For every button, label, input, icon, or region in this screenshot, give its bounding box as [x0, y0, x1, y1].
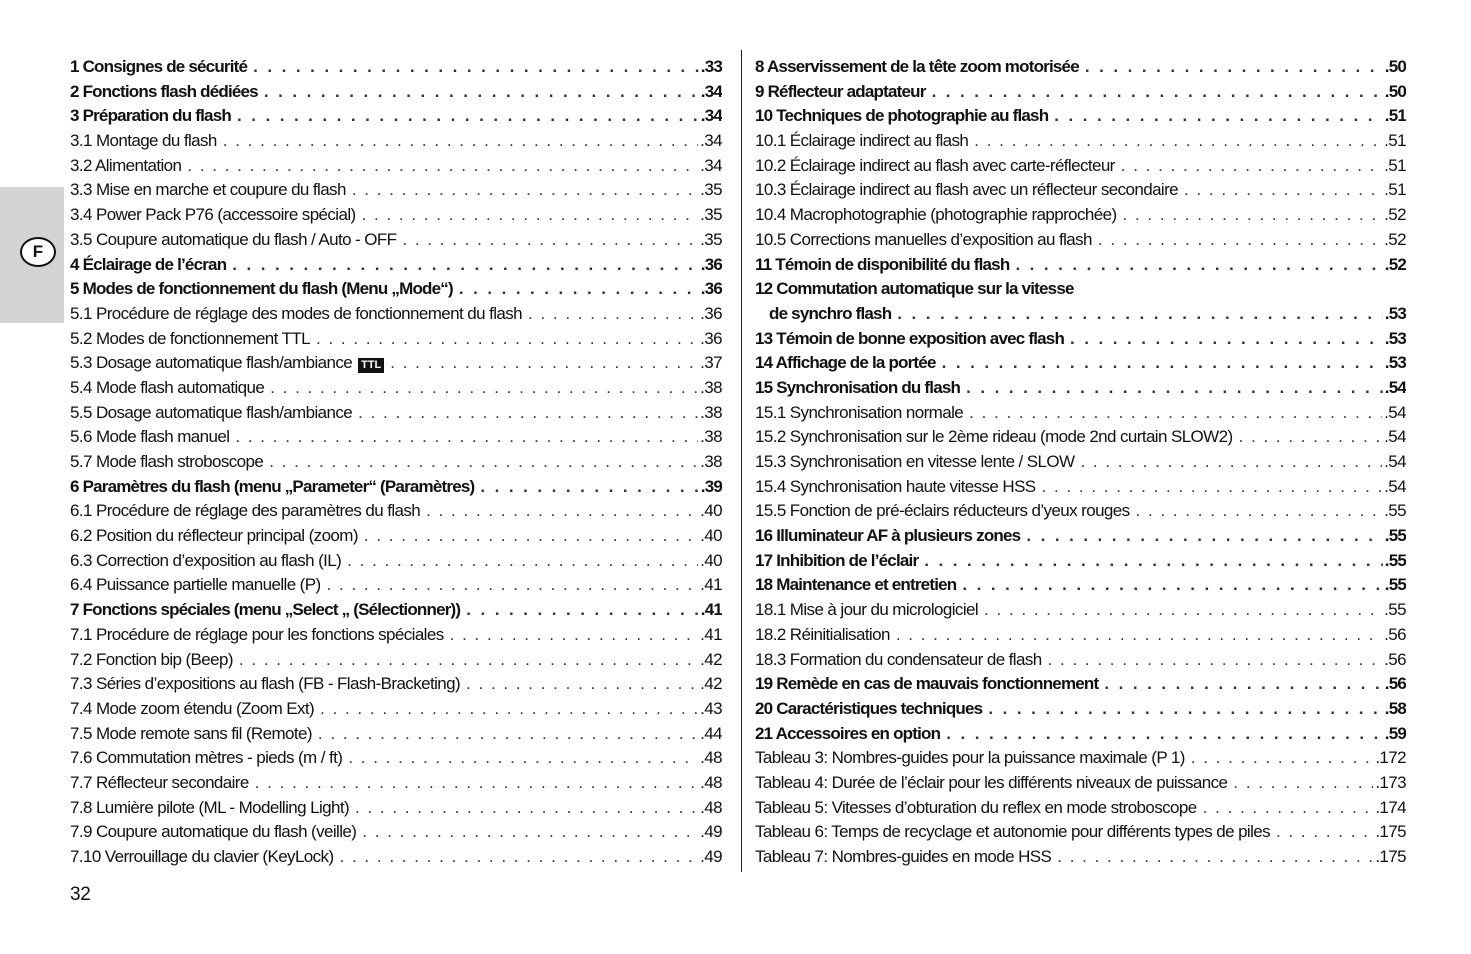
- dot-leader: [450, 623, 699, 648]
- toc-entry-title: 18 Maintenance et entretien: [755, 575, 957, 595]
- dot-leader: [1015, 253, 1382, 278]
- dot-leader: [1085, 55, 1383, 80]
- toc-entry-title: 18.1 Mise à jour du micrologiciel: [755, 600, 979, 620]
- dot-leader: [1104, 672, 1382, 697]
- toc-entry: [70, 277, 722, 302]
- dot-leader: [897, 302, 1382, 327]
- toc-entry-page: .58: [1384, 698, 1406, 718]
- dot-leader: [1057, 845, 1373, 870]
- dot-leader: [974, 129, 1382, 154]
- toc-entry: [70, 623, 722, 648]
- dot-leader: [255, 771, 698, 796]
- dot-leader: [942, 351, 1383, 376]
- toc-entry-page: .37: [700, 353, 722, 373]
- toc-entry-title: 8 Asservissement de la tête zoom motorisée: [755, 57, 1079, 76]
- toc-entry-page: .48: [700, 797, 722, 817]
- toc-entry-page: .52: [1384, 254, 1406, 274]
- toc-entry-page: .36: [700, 254, 722, 274]
- toc-entry-title: 20 Caractéristiques techniques: [755, 698, 983, 718]
- dot-leader: [984, 598, 1382, 623]
- toc-entry-title: 3.5 Coupure automatique du flash / Auto - OFF: [70, 229, 397, 249]
- toc-entry: [70, 425, 722, 450]
- toc-entry: [70, 573, 722, 598]
- dot-leader: [318, 722, 698, 747]
- toc-entry-page: .175: [1375, 847, 1406, 866]
- toc-entry-page: .35: [700, 205, 722, 225]
- toc-entry-page: .173: [1375, 772, 1406, 792]
- toc-entry: [70, 154, 722, 179]
- toc-entry-title: 7.8 Lumière pilote (ML - Modelling Light): [70, 797, 350, 817]
- toc-entry-title: 3.1 Montage du flash: [70, 131, 217, 151]
- toc-entry: [70, 80, 722, 105]
- dot-leader: [270, 376, 698, 401]
- toc-entry-page: .51: [1384, 131, 1406, 151]
- toc-entry-title: 7.6 Commutation mètres - pieds (m / ft): [70, 748, 343, 768]
- toc-entry-page: .55: [1384, 600, 1406, 620]
- toc-entry-title: 21 Accessoires en option: [755, 723, 941, 743]
- toc-entry: [755, 524, 1406, 549]
- toc-entry-title: 10.5 Corrections manuelles d’exposition au flash: [755, 229, 1092, 249]
- toc-entry-title: Tableau 3: Nombres-guides pour la puissance maximale (P 1): [755, 748, 1185, 768]
- dot-leader: [459, 277, 699, 302]
- toc-entry-page: .42: [700, 674, 722, 694]
- toc-entry-page: .41: [700, 600, 722, 620]
- toc-entry: [755, 401, 1406, 426]
- toc-entry-title: 16 Illuminateur AF à plusieurs zones: [755, 526, 1021, 546]
- dot-leader: [187, 154, 698, 179]
- dot-leader: [269, 450, 698, 475]
- dot-leader: [1184, 178, 1382, 203]
- toc-entry-page: .51: [1384, 155, 1406, 175]
- toc-entry-title: 6 Paramètres du flash (menu „Parameter“ (Paramètres): [70, 476, 475, 496]
- toc-entry-title: 15.2 Synchronisation sur le 2ème rideau (mode 2nd curtain SLOW2): [755, 427, 1233, 447]
- toc-entry-page: .33: [700, 57, 722, 76]
- dot-leader: [1054, 104, 1382, 129]
- toc-entry: [755, 450, 1406, 475]
- toc-entry: [70, 771, 722, 796]
- toc-entry: [70, 820, 722, 845]
- toc-entry: [755, 80, 1406, 105]
- toc-entry: [70, 376, 722, 401]
- toc-entry: [755, 499, 1406, 524]
- toc-entry-title: 6.3 Correction d’exposition au flash (IL): [70, 550, 342, 570]
- dot-leader: [1233, 771, 1373, 796]
- toc-entry-page: .172: [1375, 748, 1406, 768]
- dot-leader: [1070, 327, 1383, 352]
- toc-entry-title: 5.6 Mode flash manuel: [70, 427, 230, 447]
- dot-leader: [1048, 648, 1383, 673]
- toc-entry-page: .54: [1384, 402, 1406, 422]
- toc-entry: [755, 746, 1406, 771]
- toc-entry-title: 18.3 Formation du condensateur de flash: [755, 649, 1042, 669]
- toc-entry-page: .34: [700, 131, 722, 151]
- dot-leader: [1123, 203, 1383, 228]
- toc-entry-title: 6.1 Procédure de réglage des paramètres du flash: [70, 501, 421, 521]
- toc-entry-page: .56: [1384, 649, 1406, 669]
- dot-leader: [528, 302, 698, 327]
- toc-entry-title: 3.3 Mise en marche et coupure du flash: [70, 180, 346, 200]
- toc-entry-title: 5.1 Procédure de réglage des modes de fonctionnement du flash: [70, 303, 523, 323]
- toc-entry-title: 4 Éclairage de l’écran: [70, 254, 227, 274]
- dot-leader: [348, 746, 698, 771]
- toc-entry: [70, 104, 722, 129]
- toc-entry: [70, 253, 722, 278]
- toc-entry-title: 5.7 Mode flash stroboscope: [70, 452, 264, 471]
- toc-entry: [70, 475, 722, 500]
- dot-leader: [1080, 450, 1382, 475]
- toc-entry-title: Tableau 7: Nombres-guides en mode HSS: [755, 847, 1052, 866]
- toc-entry-title: 7.10 Verrouillage du clavier (KeyLock): [70, 847, 334, 866]
- toc-entry: [70, 55, 722, 80]
- toc-entry-page: .51: [1384, 180, 1406, 200]
- toc-entry-title: 7.1 Procédure de réglage pour les fonctions spéciales: [70, 624, 444, 644]
- toc-entry: [70, 401, 722, 426]
- toc-entry-title: 5.5 Dosage automatique flash/ambiance: [70, 402, 353, 422]
- toc-entry-page: .55: [1384, 575, 1406, 595]
- toc-entry-page: .56: [1384, 674, 1406, 694]
- toc-entry: [755, 154, 1406, 179]
- toc-entry-title: 7.2 Fonction bip (Beep): [70, 649, 233, 669]
- toc-entry-page: .41: [700, 575, 722, 595]
- toc-entry-title: 13 Témoin de bonne exposition avec flash: [755, 328, 1065, 348]
- toc-entry-page: .39: [700, 476, 722, 496]
- dot-leader: [364, 524, 698, 549]
- toc-entry-title: 5.4 Mode flash automatique: [70, 377, 265, 397]
- toc-entry-page: .48: [700, 748, 722, 768]
- toc-entry-title: 10.1 Éclairage indirect au flash: [755, 131, 969, 151]
- toc-entry: [755, 253, 1406, 278]
- toc-right-column: [755, 55, 1406, 870]
- dot-leader: [264, 80, 699, 105]
- toc-entry-page: .55: [1384, 501, 1406, 521]
- toc-entry-page: .40: [700, 550, 722, 570]
- toc-entry-title: 18.2 Réinitialisation: [755, 624, 890, 644]
- dot-leader: [1026, 524, 1382, 549]
- toc-entry-title: 6.4 Puissance partielle manuelle (P): [70, 575, 321, 595]
- toc-entry-title: Tableau 6: Temps de recyclage et autonomie pour différents types de piles: [755, 822, 1271, 842]
- toc-entry-title: 7.9 Coupure automatique du flash (veille): [70, 822, 357, 842]
- dot-leader: [1121, 154, 1382, 179]
- toc-entry-title: 9 Réflecteur adaptateur: [755, 81, 926, 101]
- toc-entry: [755, 104, 1406, 129]
- toc-entry-page: .175: [1375, 822, 1406, 842]
- toc-entry-page: .49: [700, 847, 722, 866]
- toc-entry-page: .34: [700, 155, 722, 175]
- toc-entry: [755, 203, 1406, 228]
- toc-entry: [70, 302, 722, 327]
- dot-leader: [924, 549, 1383, 574]
- toc-entry-page: .48: [700, 772, 722, 792]
- toc-entry: [755, 55, 1406, 80]
- toc-entry: [70, 796, 722, 821]
- toc-entry-page: .54: [1384, 377, 1406, 397]
- toc-entry-page: .36: [700, 303, 722, 323]
- dot-leader: [966, 376, 1383, 401]
- toc-entry: [755, 722, 1406, 747]
- toc-entry: [70, 598, 722, 623]
- toc-entry-title: 11 Témoin de disponibilité du flash: [755, 254, 1010, 274]
- column-divider: [741, 50, 742, 872]
- dot-leader: [316, 327, 698, 352]
- dot-leader: [239, 648, 698, 673]
- toc-entry: [755, 796, 1406, 821]
- toc-entry: [755, 129, 1406, 154]
- dot-leader: [352, 178, 698, 203]
- toc-entry: [70, 722, 722, 747]
- dot-leader: [1203, 796, 1374, 821]
- toc-entry: [70, 129, 722, 154]
- toc-entry: [755, 623, 1406, 648]
- toc-entry-title: 7.3 Séries d’expositions au flash (FB - Flash-Bracketing): [70, 674, 461, 694]
- language-tab-letter: F: [20, 237, 56, 267]
- toc-entry-title: 1 Consignes de sécurité: [70, 57, 248, 76]
- toc-entry-page: .38: [700, 427, 722, 447]
- dot-leader: [1191, 746, 1374, 771]
- toc-entry: [755, 771, 1406, 796]
- dot-leader: [362, 203, 699, 228]
- toc-entry-title: de synchro flash: [769, 303, 892, 323]
- toc-entry: [70, 450, 722, 475]
- page-number: 32: [70, 884, 91, 905]
- toc-entry-title: 3.4 Power Pack P76 (accessoire spécial): [70, 205, 356, 225]
- dot-leader: [223, 129, 698, 154]
- toc-entry-title: 5 Modes de fonctionnement du flash (Menu „Mode“): [70, 279, 453, 299]
- toc-entry: [70, 746, 722, 771]
- toc-entry: [755, 820, 1406, 845]
- dot-leader: [988, 697, 1382, 722]
- dot-leader: [466, 672, 698, 697]
- toc-entry-title: 7.4 Mode zoom étendu (Zoom Ext): [70, 698, 315, 718]
- dot-leader: [402, 228, 698, 253]
- dot-leader: [362, 820, 698, 845]
- toc-entry: [755, 228, 1406, 253]
- dot-leader: [1042, 475, 1383, 500]
- toc-entry-page: .36: [700, 279, 722, 299]
- toc-entry-page: .38: [700, 402, 722, 422]
- toc-entry-page: .54: [1384, 476, 1406, 496]
- toc-entry-title: 10 Techniques de photographie au flash: [755, 106, 1049, 126]
- dot-leader: [480, 475, 698, 500]
- dot-leader: [969, 401, 1382, 426]
- dot-leader: [932, 80, 1383, 105]
- toc-entry: [755, 598, 1406, 623]
- toc-entry-page: .56: [1384, 624, 1406, 644]
- dot-leader: [237, 104, 699, 129]
- toc-entry-title: 7 Fonctions spéciales (menu „Select „ (Sélectionner)): [70, 600, 461, 620]
- toc-entry-page: .50: [1384, 81, 1406, 101]
- toc-entry-page: .53: [1384, 353, 1406, 373]
- toc-entry: [755, 178, 1406, 203]
- toc-entry: [755, 277, 1406, 302]
- toc-entry: [70, 499, 722, 524]
- toc-entry: [70, 351, 722, 376]
- toc-entry-page: .54: [1384, 452, 1406, 471]
- toc-entry-page: .36: [700, 328, 722, 348]
- toc-entry: [70, 327, 722, 352]
- toc-entry-page: .40: [700, 526, 722, 546]
- toc-entry-page: .43: [700, 698, 722, 718]
- toc-entry-title: Tableau 4: Durée de l’éclair pour les différents niveaux de puissance: [755, 772, 1228, 792]
- dot-leader: [1136, 499, 1383, 524]
- toc-entry-page: .174: [1375, 797, 1406, 817]
- toc-entry-page: .52: [1384, 205, 1406, 225]
- dot-leader: [235, 425, 698, 450]
- toc-entry: [70, 697, 722, 722]
- toc-entry-title: 10.3 Éclairage indirect au flash avec un réflecteur secondaire: [755, 180, 1179, 200]
- toc-entry-title: 5.3 Dosage automatique flash/ambiance: [70, 353, 353, 373]
- dot-leader: [946, 722, 1383, 747]
- toc-entry-page: .53: [1384, 328, 1406, 348]
- toc-entry: [755, 351, 1406, 376]
- toc-entry: [755, 648, 1406, 673]
- toc-entry-page: .42: [700, 649, 722, 669]
- toc-entry-title: 15 Synchronisation du flash: [755, 377, 961, 397]
- toc-entry-title: 7.7 Réflecteur secondaire: [70, 772, 249, 792]
- toc-entry: [70, 648, 722, 673]
- toc-entry: [70, 228, 722, 253]
- toc-entry-page: .49: [700, 822, 722, 842]
- dot-leader: [355, 796, 698, 821]
- dot-leader: [466, 598, 698, 623]
- dot-leader: [1098, 228, 1382, 253]
- toc-entry: [70, 178, 722, 203]
- toc-entry: [755, 672, 1406, 697]
- toc-entry-title: 15.5 Fonction de pré-éclairs réducteurs d’yeux rouges: [755, 501, 1130, 521]
- toc-entry: [755, 327, 1406, 352]
- toc-entry-title: 7.5 Mode remote sans fil (Remote): [70, 723, 312, 743]
- toc-entry-page: .55: [1384, 526, 1406, 546]
- toc-entry-page: .44: [700, 723, 722, 743]
- toc-entry-page: .55: [1384, 550, 1406, 570]
- toc-entry: [755, 697, 1406, 722]
- toc-entry-title: 12 Commutation automatique sur la vitesse: [755, 279, 1074, 299]
- toc-entry: [755, 549, 1406, 574]
- toc-left-column: [70, 55, 722, 870]
- toc-entry-title: 19 Remède en cas de mauvais fonctionnement: [755, 674, 1099, 694]
- toc-entry-page: .35: [700, 180, 722, 200]
- toc-entry: [70, 672, 722, 697]
- toc-entry: [70, 524, 722, 549]
- dot-leader: [426, 499, 698, 524]
- toc-entry-title: 3 Préparation du flash: [70, 106, 231, 126]
- dot-leader: [232, 253, 698, 278]
- toc-entry-page: .38: [700, 377, 722, 397]
- toc-entry: [70, 549, 722, 574]
- toc-entry-page: .51: [1384, 106, 1406, 126]
- dot-leader: [390, 351, 698, 376]
- dot-leader: [896, 623, 1382, 648]
- dot-leader: [358, 401, 698, 426]
- dot-leader: [962, 573, 1382, 598]
- dot-leader: [340, 845, 699, 870]
- toc-entry-page: .34: [700, 106, 722, 126]
- toc-entry-page: .34: [700, 81, 722, 101]
- ttl-icon: TTL: [358, 358, 384, 373]
- toc-entry-page: .40: [700, 501, 722, 521]
- toc-entry-page: .54: [1384, 427, 1406, 447]
- dot-leader: [347, 549, 698, 574]
- toc-entry-title: 15.4 Synchronisation haute vitesse HSS: [755, 476, 1036, 496]
- toc-entry-page: .53: [1384, 303, 1406, 323]
- dot-leader: [1239, 425, 1383, 450]
- toc-entry-page: .35: [700, 229, 722, 249]
- toc-entry: [755, 573, 1406, 598]
- toc-entry-title: 15.3 Synchronisation en vitesse lente / SLOW: [755, 452, 1075, 471]
- toc-entry-page: .41: [700, 624, 722, 644]
- toc-entry-title: 3.2 Alimentation: [70, 155, 182, 175]
- toc-entry: [755, 425, 1406, 450]
- dot-leader: [327, 573, 699, 598]
- toc-entry-title: 10.2 Éclairage indirect au flash avec carte-réflecteur: [755, 155, 1115, 175]
- toc-entry-title: 14 Affichage de la portée: [755, 353, 936, 373]
- toc-entry-page: .59: [1384, 723, 1406, 743]
- toc-entry-title: 5.2 Modes de fonctionnement TTL: [70, 328, 311, 348]
- toc-entry: [755, 475, 1406, 500]
- toc-entry: [755, 845, 1406, 870]
- toc-entry: [755, 302, 1406, 327]
- dot-leader: [320, 697, 698, 722]
- toc-entry-title: 10.4 Macrophotographie (photographie rapprochée): [755, 205, 1117, 225]
- toc-entry: [70, 845, 722, 870]
- toc-entry-title: 15.1 Synchronisation normale: [755, 402, 964, 422]
- toc-entry-title: 6.2 Position du réflecteur principal (zoom): [70, 526, 358, 546]
- toc-entry: [70, 203, 722, 228]
- toc-entry-page: .38: [700, 452, 722, 471]
- toc-entry: [755, 376, 1406, 401]
- dot-leader: [253, 55, 699, 80]
- toc-entry-page: .52: [1384, 229, 1406, 249]
- toc-entry-page: .50: [1384, 57, 1406, 76]
- toc-entry-title: 17 Inhibition de l’éclair: [755, 550, 919, 570]
- toc-entry-title: Tableau 5: Vitesses d’obturation du reflex en mode stroboscope: [755, 797, 1197, 817]
- toc-entry-title: 2 Fonctions flash dédiées: [70, 81, 258, 101]
- dot-leader: [1276, 820, 1373, 845]
